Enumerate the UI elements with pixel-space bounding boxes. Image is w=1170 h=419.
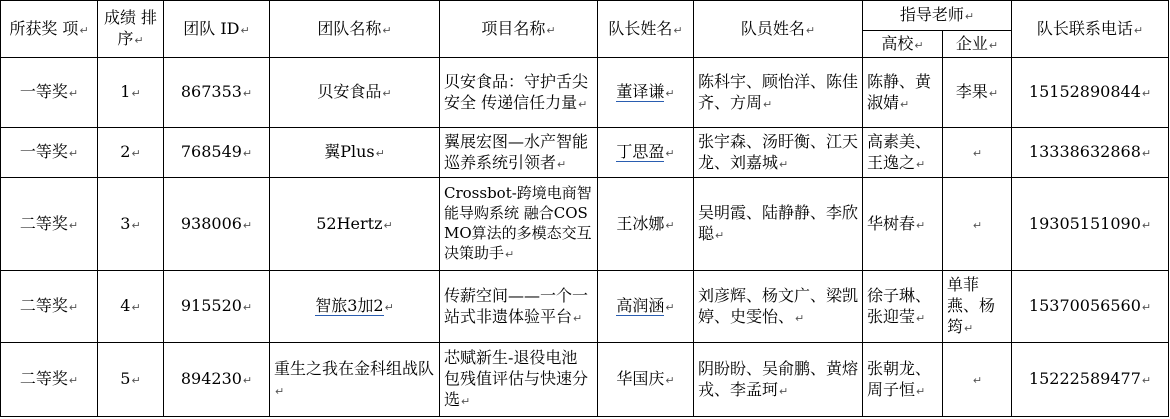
header-leader-phone: 队长联系电话 ↵ [1012,1,1169,58]
award-cell: 二等奖 ↵ [1,178,98,271]
rank-cell: 3 ↵ [98,178,164,271]
leader-name: 高润涵 [616,296,665,315]
team-id-cell: 867353 ↵ [164,58,270,128]
leader-cell [598,58,694,128]
award-cell: 一等奖 ↵ [1,58,98,128]
company-advisor-cell [943,343,1012,417]
header-member-names: 队员姓名 ↵ [694,1,863,58]
team-id-cell: 768549 ↵ [164,128,270,178]
header-project-name: 项目名称 ↵ [440,1,598,58]
rank-cell: 5 ↵ [98,343,164,417]
team-name-cell: 52Hertz ↵ [270,178,440,271]
project-cell: 贝安食品：守护舌尖安全 传递信任力量 ↵ [440,58,598,128]
leader-name: 王冰娜 [616,213,665,233]
school-advisor-cell: 徐子琳、张迎莹 ↵ [863,271,943,343]
rank-cell: 4 ↵ [98,271,164,343]
award-cell: 二等奖 ↵ [1,343,98,417]
school-advisor-cell: 华树春 ↵ [863,178,943,271]
leader-cell [598,178,694,271]
team-name-cell: 贝安食品 ↵ [270,58,440,128]
phone-cell: 15370056560 ↵ [1012,271,1169,343]
phone-cell: 15152890844 ↵ [1012,58,1169,128]
leader-cell [598,343,694,417]
leader-name: 董译谦 [616,82,665,101]
members-cell: 阴盼盼、吴俞鹏、黄熔戎、李孟珂 ↵ [694,343,863,417]
table-row [1,58,1169,128]
leader-name: 丁思盈 [616,142,665,161]
members-cell: 陈科宇、顾怡洋、陈佳齐、方周 ↵ [694,58,863,128]
team-id-cell: 938006 ↵ [164,178,270,271]
members-cell: 刘彦辉、杨文广、梁凯婷、史雯怡、 ↵ [694,271,863,343]
team-id-cell: 915520 ↵ [164,271,270,343]
team-id-cell: 894230 ↵ [164,343,270,417]
project-cell: 传薪空间——一个一站式非遗体验平台 ↵ [440,271,598,343]
members-cell: 张宇森、汤盱衡、江天龙、刘嘉城 ↵ [694,128,863,178]
phone-cell: 15222589477 ↵ [1012,343,1169,417]
school-advisor-cell: 高素美、王逸之 ↵ [863,128,943,178]
rank-cell: 2 ↵ [98,128,164,178]
header-team-id: 团队 ID ↵ [164,1,270,58]
school-advisor-cell: 张朝龙、周子恒 ↵ [863,343,943,417]
leader-name: 华国庆 [616,369,665,388]
table-row [1,128,1169,178]
project-cell: 芯赋新生-退役电池包残值评估与快速分选 ↵ [440,343,598,417]
table-row [1,271,1169,343]
table-row [1,343,1169,417]
company-advisor-cell: 单菲燕、杨筠 ↵ [943,271,1012,343]
project-cell: Crossbot-跨境电商智能导购系统 融合COSMO算法的多模态交互决策助手 ↵ [440,178,598,271]
team-name-cell: 翼Plus ↵ [270,128,440,178]
phone-cell: 13338632868 ↵ [1012,128,1169,178]
header-award: 所获奖 项 ↵ [1,1,98,58]
rank-cell: 1 ↵ [98,58,164,128]
team-name-text: 智旅3加2 [315,296,384,315]
header-advisor: 指导老师 ↵ [863,1,1012,31]
school-advisor-cell: 陈静、黄淑婧 ↵ [863,58,943,128]
leader-cell [598,128,694,178]
header-advisor-company: 企业 ↵ [943,31,1012,58]
award-cell: 二等奖 ↵ [1,271,98,343]
team-name-cell [270,271,440,343]
header-team-name: 团队名称 ↵ [270,1,440,58]
company-advisor-cell: 李果 ↵ [943,58,1012,128]
phone-cell: 19305151090 ↵ [1012,178,1169,271]
members-cell: 吴明霞、陆静静、李欣聪 ↵ [694,178,863,271]
header-rank: 成绩 排序 ↵ [98,1,164,58]
award-cell: 一等奖 ↵ [1,128,98,178]
company-advisor-cell [943,128,1012,178]
header-advisor-school: 高校 ↵ [863,31,943,58]
team-name-cell: 重生之我在金科组战队 ↵ [270,343,440,417]
header-leader-name: 队长姓名 ↵ [598,1,694,58]
table-row [1,178,1169,271]
company-advisor-cell [943,178,1012,271]
project-cell: 翼展宏图—水产智能巡养系统引领者 ↵ [440,128,598,178]
leader-cell [598,271,694,343]
